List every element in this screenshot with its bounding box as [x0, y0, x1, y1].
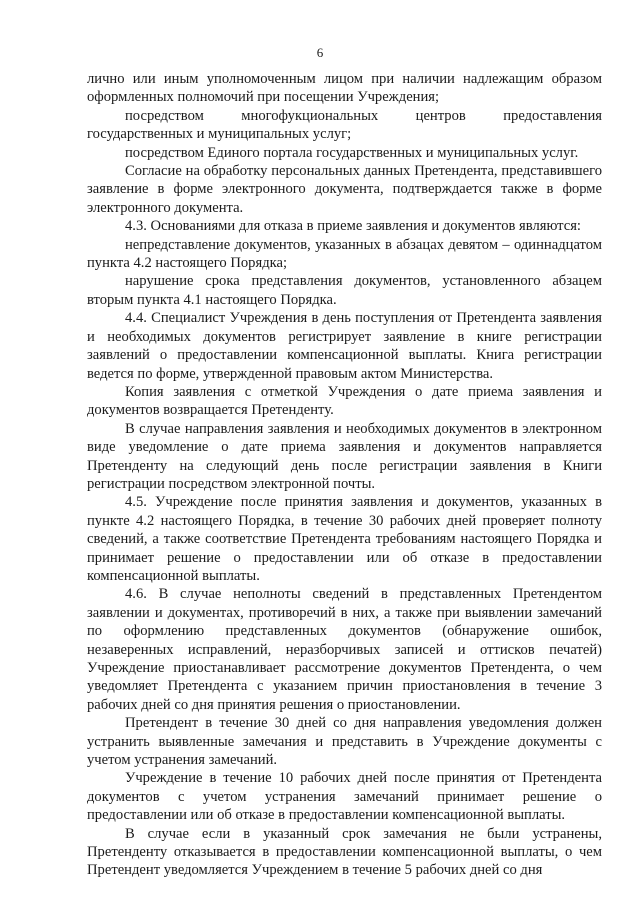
paragraph-13: Претендент в течение 30 дней со дня направления уведомления должен устранить выявленные замечания и представить в Учреждение документы с учетом устранения замечаний. — [87, 715, 602, 769]
paragraph-8: 4.4. Специалист Учреждения в день поступления от Претендента заявления и необходимых документов регистрирует заявление в книге регистрации заявлений о предоставлении компенсационной выплаты. Книга регистрации ведется по форме, утвержденной правовым актом Министерства. — [87, 310, 602, 382]
document-body — [87, 70, 602, 880]
paragraph-3: посредством Единого портала государственных и муниципальных услуг. — [125, 144, 579, 161]
paragraph-1: лично или иным уполномоченным лицом при наличии надлежащим образом оформленных полномочий при посещении Учреждения; — [87, 71, 602, 106]
paragraph-10: В случае направления заявления и необходимых документов в электронном виде уведомление о дате приема заявления и документов направляется Претенденту на следующий день после регистрации заявления в Книги регистрации посредством электронной почты. — [87, 420, 602, 492]
paragraph-6: непредставление документов, указанных в абзацах девятом – одиннадцатом пункта 4.2 настоящего Порядка; — [87, 236, 602, 272]
paragraph-7: нарушение срока представления документов, установленного абзацем вторым пункта 4.1 настоящего Порядка. — [87, 273, 602, 308]
paragraph-15: В случае если в указанный срок замечания не были устранены, Претенденту отказывается в предоставлении компенсационной выплаты, о чем Претендент уведомляется Учреждением в течение 5 рабочих дней со дня — [87, 825, 602, 879]
paragraph-2: посредством многофукциональных центров предоставления государственных и муниципальных услуг; — [87, 107, 602, 143]
paragraph-12: 4.6. В случае неполноты сведений в представленных Претендентом заявлении и документах, противоречий в них, а также при выявлении замечаний по оформлению представленных документов (обнаружение ошибок, незаверенных исправлений, неразборчивых записей и оттисков печатей) Учреждение приостанавливает рассмотрение документов Претендента, о чем уведомляет Претендента с указанием причин приостановления в течение 3 рабочих дней со дня принятия решения о приостановлении. — [87, 586, 602, 713]
paragraph-4: Согласие на обработку персональных данных Претендента, представившего заявление в форме электронного документа, подтверждается также в форме электронного документа. — [87, 163, 602, 216]
paragraph-5: 4.3. Основаниями для отказа в приеме заявления и документов являются: — [125, 218, 581, 235]
paragraph-14: Учреждение в течение 10 рабочих дней после принятия от Претендента документов с учетом устранения замечаний принимает решение о предоставлении или об отказе в предоставлении компенсационной выплаты. — [87, 770, 602, 824]
paragraph-9: Копия заявления с отметкой Учреждения о дате приема заявления и документов возвращается Претенденту. — [87, 383, 602, 419]
paragraph-11: 4.5. Учреждение после принятия заявления и документов, указанных в пункте 4.2 настоящего Порядка, в течение 30 рабочих дней проверяет полноту сведений, а также соответствие Претендента требованиям настоящего Порядка и принимает решение о предоставлении или об отказе в предоставлении компенсационной выплаты. — [87, 494, 602, 584]
page-number: 6 — [316, 45, 324, 60]
